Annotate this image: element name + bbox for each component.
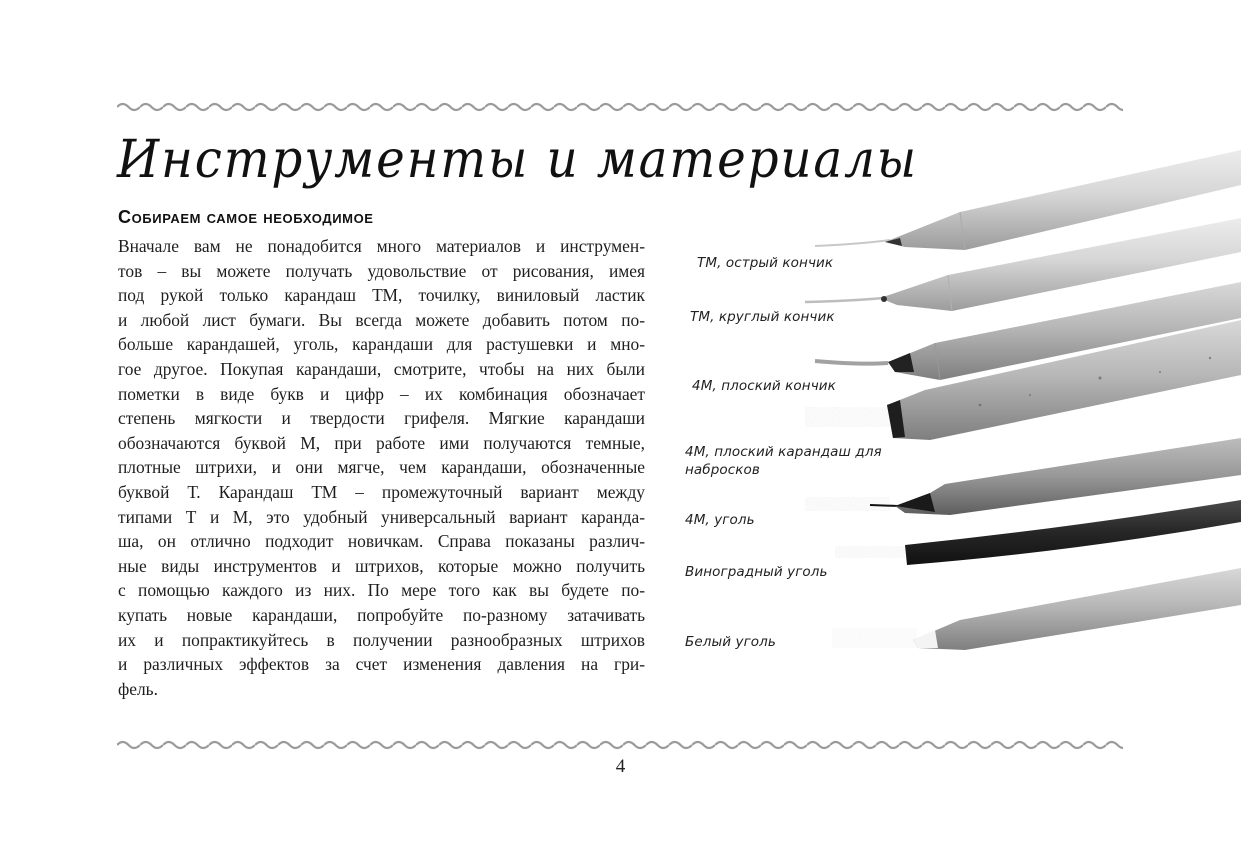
body-line: и любой лист бумаги. Вы всегда можете добавить потом по-	[118, 309, 645, 330]
body-line: обозначаются буквой М, при работе ими получаются темные,	[118, 432, 645, 453]
caption-4m-sketch-line2: набросков	[685, 462, 760, 478]
page-title: Инструменты и материалы	[117, 130, 918, 190]
section-heading: Собираем самое необходимое	[118, 207, 374, 227]
bottom-wave-divider	[117, 739, 1123, 751]
body-line: степень мягкости и твердости грифеля. Мягкие карандаши	[118, 408, 645, 429]
caption-tm-sharp: ТМ, острый кончик	[697, 255, 834, 271]
caption-vine-charcoal: Виноградный уголь	[685, 564, 828, 580]
caption-4m-flat: 4М, плоский кончик	[692, 378, 836, 394]
body-line: буквой Т. Карандаш ТМ – промежуточный вариант между	[118, 481, 645, 502]
body-line: фель.	[118, 678, 158, 699]
pencils-illustration	[660, 140, 1241, 680]
body-line: под рукой только карандаш ТМ, точилку, виниловый ластик	[118, 285, 645, 306]
body-line: тов – вы можете получать удовольствие от рисования, имея	[118, 260, 645, 281]
caption-4m-charcoal: 4М, уголь	[685, 512, 755, 528]
body-line: их и попрактикуйтесь в получении разнообразных штрихов	[118, 629, 645, 650]
white-charcoal	[832, 568, 1241, 650]
body-paragraph	[118, 234, 645, 701]
body-line: Вначале вам не понадобится много материалов и инструмен-	[118, 236, 645, 256]
body-line: пометки в виде букв и цифр – их комбинация обозначает	[118, 383, 645, 404]
body-line: купать новые карандаши, попробуйте по-разному затачивать	[118, 604, 645, 625]
body-line: гое другое. Покупая карандаши, смотрите, чтобы на них были	[118, 358, 645, 379]
page-number: 4	[615, 756, 626, 777]
body-line: с помощью каждого из них. По мере того как вы будете по-	[118, 580, 645, 601]
caption-4m-sketch	[685, 443, 882, 479]
vine-charcoal	[835, 500, 1241, 565]
body-line: плотные штрихи, и они мягче, чем карандаши, обозначенные	[118, 457, 645, 478]
caption-tm-round: ТМ, круглый кончик	[690, 309, 835, 325]
body-line: больше карандашей, уголь, карандаши для растушевки и мно-	[118, 334, 645, 355]
body-line: ша, он отлично подходит новичкам. Справа показаны различ-	[118, 531, 645, 552]
caption-white-charcoal: Белый уголь	[685, 634, 776, 650]
body-line: ные виды инструментов и штрихов, которые можно получить	[118, 555, 645, 576]
caption-4m-sketch-line1: 4М, плоский карандаш для	[685, 444, 882, 460]
top-wave-divider	[117, 101, 1123, 113]
body-line: типами Т и М, это удобный универсальный вариант каранда-	[118, 506, 645, 527]
body-line: и различных эффектов за счет изменения давления на гри-	[118, 654, 645, 675]
